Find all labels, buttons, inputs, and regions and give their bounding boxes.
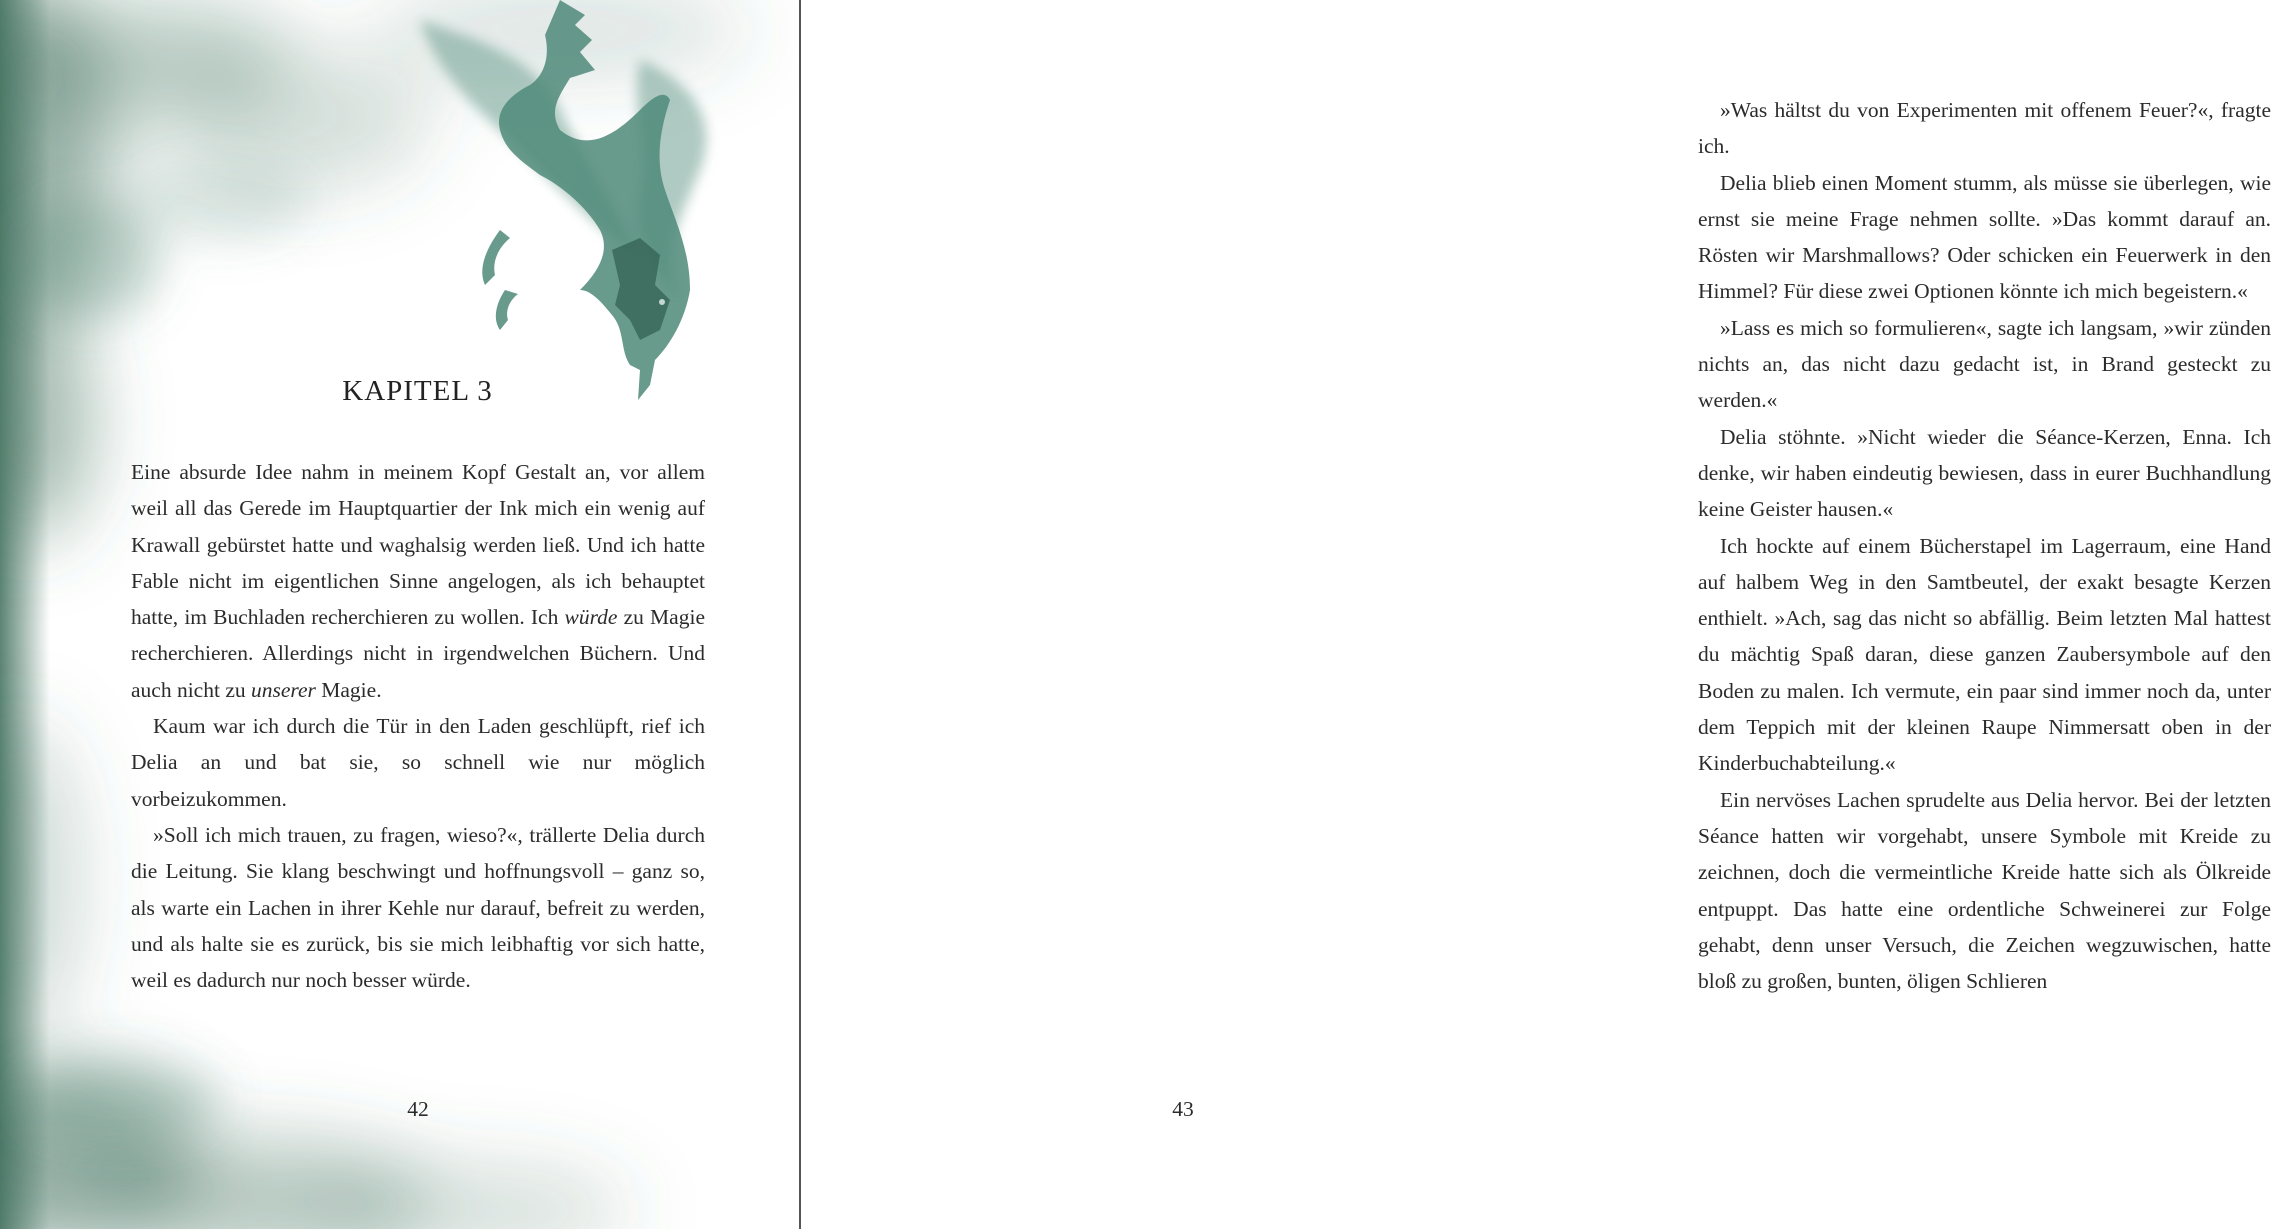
paragraph: »Was hältst du von Experimenten mit offenem Feuer?«, fragte ich. — [1698, 98, 2271, 159]
italic-text: unserer — [251, 677, 316, 702]
paragraph — [131, 817, 705, 998]
text-run: zu Magie recherchieren. Allerdings nicht in irgendwelchen Büchern. Und auch nicht zu — [131, 605, 705, 702]
text-run: Kaum war ich durch die Tür in den Laden geschlüpft, rief ich Delia an und bat sie, so schnell wie nur möglich vorbeizukommen. — [131, 714, 705, 811]
chapter-title: KAPITEL 3 — [342, 375, 493, 407]
paragraph: »Lass es mich so formulieren«, sagte ich langsam, »wir zünden nichts an, das nicht dazu gedacht ist, in Brand gesteckt zu werden.« — [1698, 315, 2271, 413]
paragraph — [131, 454, 705, 708]
page-number-right: 43 — [1172, 1097, 1194, 1121]
right-page — [801, 0, 2271, 1229]
right-body-text — [1698, 92, 2271, 999]
page-number-left: 42 — [407, 1097, 429, 1121]
paragraph: Ein nervöses Lachen sprudelte aus Delia hervor. Bei der letzten Séance hatten wir vorgehabt, unsere Symbole mit Kreide zu zeichnen, doch die vermeintliche Kreide hatte sich als Ölkreide entpuppt. Das hatte eine ordentliche Schweinerei zur Folge gehabt, denn unser Versuch, die Zeichen wegzuwischen, hatte bloß zu großen, bunten, öligen Schlieren — [1698, 787, 2271, 994]
text-run: »Soll ich mich trauen, zu fragen, wieso?«, trällerte Delia durch die Leitung. Sie klang beschwingt und hoffnungsvoll – ganz so, als warte ein Lachen in ihrer Kehle nur darauf, befreit zu werden, und als halte sie es zurück, bis sie mich leibhaftig vor sich hatte, weil es dadurch nur noch besser würde. — [131, 822, 705, 993]
italic-text: würde — [564, 605, 618, 630]
text-run: Magie. — [315, 677, 382, 702]
dragon-illustration — [0, 0, 800, 420]
paragraph — [131, 708, 705, 817]
paragraph: Delia blieb einen Moment stumm, als müsse sie überlegen, wie ernst sie meine Frage nehmen sollte. »Das kommt darauf an. Rösten wir Marshmallows? Oder schicken ein Feuerwerk in den Himmel? Für diese zwei Optionen könnte ich mich begeistern.« — [1698, 170, 2271, 304]
text-run: Eine absurde Idee nahm in meinem Kopf Gestalt an, vor allem weil all das Gerede im Hauptquartier der Ink mich ein wenig auf Krawall gebürstet hatte und waghalsig werden ließ. Und ich hatte Fable nicht im eigentlichen Sinne angelogen, als ich behauptet hatte, im Buchladen recherchieren zu wollen. Ich — [131, 460, 705, 630]
left-body-text — [131, 454, 705, 998]
left-page — [0, 0, 800, 1229]
paragraph: Ich hockte auf einem Bücherstapel im Lagerraum, eine Hand auf halbem Weg in den Samtbeutel, der exakt besagte Kerzen enthielt. »Ach, sag das nicht so abfällig. Beim letzten Mal hattest du mächtig Spaß daran, diese ganzen Zaubersymbole auf den Boden zu malen. Ich vermute, ein paar sind immer noch da, unter dem Teppich mit der kleinen Raupe Nimmersatt oben in der Kinderbuchabteilung.« — [1698, 533, 2271, 776]
paragraph: Delia stöhnte. »Nicht wieder die Séance-Kerzen, Enna. Ich denke, wir haben eindeutig bewiesen, dass in eurer Buchhandlung keine Geister hausen.« — [1698, 424, 2271, 522]
